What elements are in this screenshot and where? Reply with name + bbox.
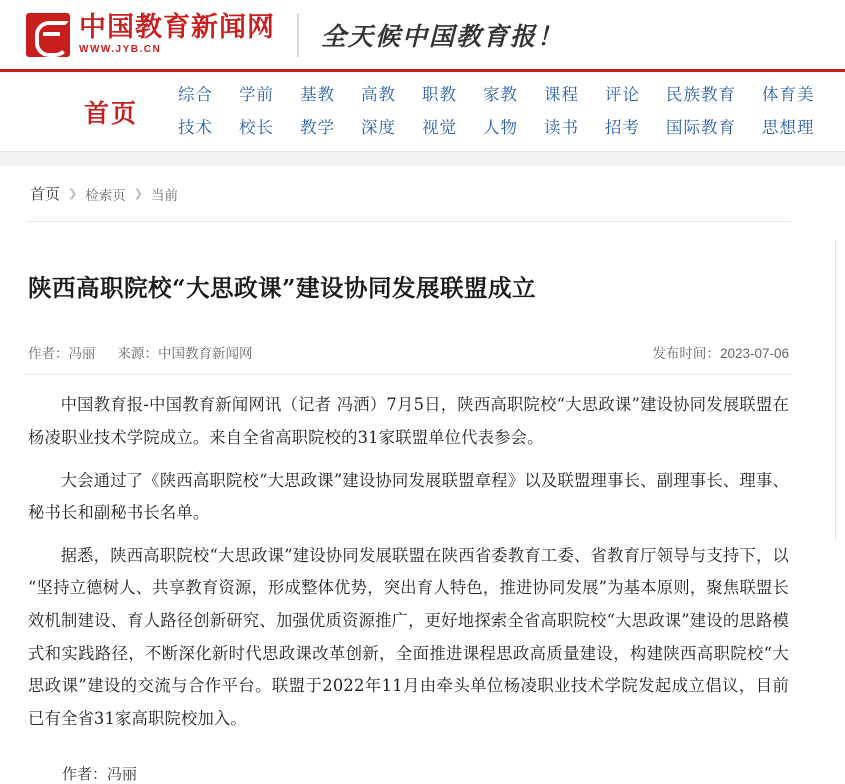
nav-item-dushu[interactable]: 读书 xyxy=(544,118,580,137)
nav-item-zhaokao[interactable]: 招考 xyxy=(605,118,641,137)
nav-group-2[interactable] xyxy=(239,79,274,143)
breadcrumb xyxy=(26,166,791,222)
article-body xyxy=(24,375,793,735)
nav-group-4[interactable] xyxy=(361,79,396,143)
nav-item-tiyumei[interactable]: 体育美 xyxy=(762,86,815,105)
nav-item-xueqian[interactable]: 学前 xyxy=(239,86,275,105)
logo-title: 中国教育新闻网 xyxy=(79,11,275,43)
nav-item-zonghe[interactable]: 综合 xyxy=(178,86,214,105)
chevron-right-icon: ❯ xyxy=(68,188,78,200)
article-source: 来源：中国教育新闻网 xyxy=(117,346,253,362)
breadcrumb-home[interactable]: 首页 xyxy=(30,186,61,203)
nav-item-kecheng[interactable]: 课程 xyxy=(544,86,580,105)
site-logo[interactable] xyxy=(26,13,275,57)
article-meta xyxy=(24,320,793,375)
nav-group-6[interactable] xyxy=(483,79,518,143)
nav-item-jiajiao[interactable]: 家教 xyxy=(483,86,519,105)
article-publish-time: 发布时间：2023-07-06 xyxy=(652,346,789,362)
section-gap xyxy=(0,152,845,166)
nav-item-shendu[interactable]: 深度 xyxy=(361,118,397,137)
nav-item-gaojiao[interactable]: 高教 xyxy=(361,86,397,105)
nav-item-xiaozhang[interactable]: 校长 xyxy=(239,118,275,137)
header-divider xyxy=(297,13,299,57)
nav-item-renwu[interactable]: 人物 xyxy=(483,118,519,137)
nav-group-8[interactable] xyxy=(605,79,640,143)
content-wrapper xyxy=(0,166,845,784)
nav-group-7[interactable] xyxy=(544,79,579,143)
article-signature: 作者：冯丽 xyxy=(62,765,138,784)
logo-text xyxy=(79,11,275,56)
logo-url: WWW.JYB.CN xyxy=(79,44,162,56)
nav-item-home[interactable]: 首页 xyxy=(84,99,139,128)
right-rail xyxy=(835,240,845,540)
breadcrumb-current: 当前 xyxy=(150,187,178,203)
nav-item-zhijiao[interactable]: 职教 xyxy=(422,86,458,105)
nav-item-pinglun[interactable]: 评论 xyxy=(605,86,641,105)
site-header xyxy=(0,0,845,72)
article-meta-left xyxy=(28,342,253,362)
nav-group-9[interactable] xyxy=(666,79,736,143)
nav-item-jijiao[interactable]: 基教 xyxy=(300,86,336,105)
logo-mark-icon xyxy=(26,13,70,57)
main-nav xyxy=(0,72,845,152)
page-title: 陕西高职院校“大思政课”建设协同发展联盟成立 xyxy=(28,273,537,302)
nav-group-3[interactable] xyxy=(300,79,335,143)
nav-item-sixiangli[interactable]: 思想理 xyxy=(762,118,815,137)
nav-item-jiaoxue[interactable]: 教学 xyxy=(300,118,336,137)
article-column xyxy=(0,166,817,784)
article-paragraph: 大会通过了《陕西高职院校“大思政课”建设协同发展联盟章程》以及联盟理事长、副理事长、理事、秘书长和副秘书长名单。 xyxy=(28,470,789,523)
nav-item-jishu[interactable]: 技术 xyxy=(178,118,214,137)
article-paragraph: 中国教育报-中国教育新闻网讯（记者 冯洒）7月5日，陕西高职院校“大思政课”建设协同发展联盟在杨凌职业技术学院成立。来自全省高职院校的31家联盟单位代表参会。 xyxy=(28,395,789,447)
nav-item-minzujiaoyu[interactable]: 民族教育 xyxy=(666,86,737,105)
chevron-right-icon-2: ❯ xyxy=(133,188,143,200)
breadcrumb-search[interactable]: 检索页 xyxy=(85,187,126,203)
article-paragraph: 据悉，陕西高职院校“大思政课”建设协同发展联盟在陕西省委教育工委、省教育厅领导与支持下，以“坚持立德树人、共享教育资源，形成整体优势，突出育人特色，推进协同发展”为基本原则，聚焦联盟长效机制建设、育人路径创新研究、加强优质资源推广，更好地探索全省高职院校“大思政课”建设的思路模式和实践路径，不断深化新时代思政课改革创新，全面推进课程思政高质量建设，构建陕西高职院校“大思政课”建设的交流与合作平台。联盟于2022年11月由牵头单位杨凌职业技术学院发起成立倡议，目前已有全省31家高职院校加入。 xyxy=(28,545,789,728)
nav-item-guojijiaoyu[interactable]: 国际教育 xyxy=(666,118,737,137)
nav-item-shijue[interactable]: 视觉 xyxy=(422,118,458,137)
article-author: 作者：冯丽 xyxy=(28,346,96,362)
nav-group-10[interactable] xyxy=(762,79,815,143)
nav-group-1[interactable] xyxy=(178,79,213,143)
header-slogan: 全天候中国教育报！ xyxy=(321,21,565,51)
nav-group-5[interactable] xyxy=(422,79,457,143)
